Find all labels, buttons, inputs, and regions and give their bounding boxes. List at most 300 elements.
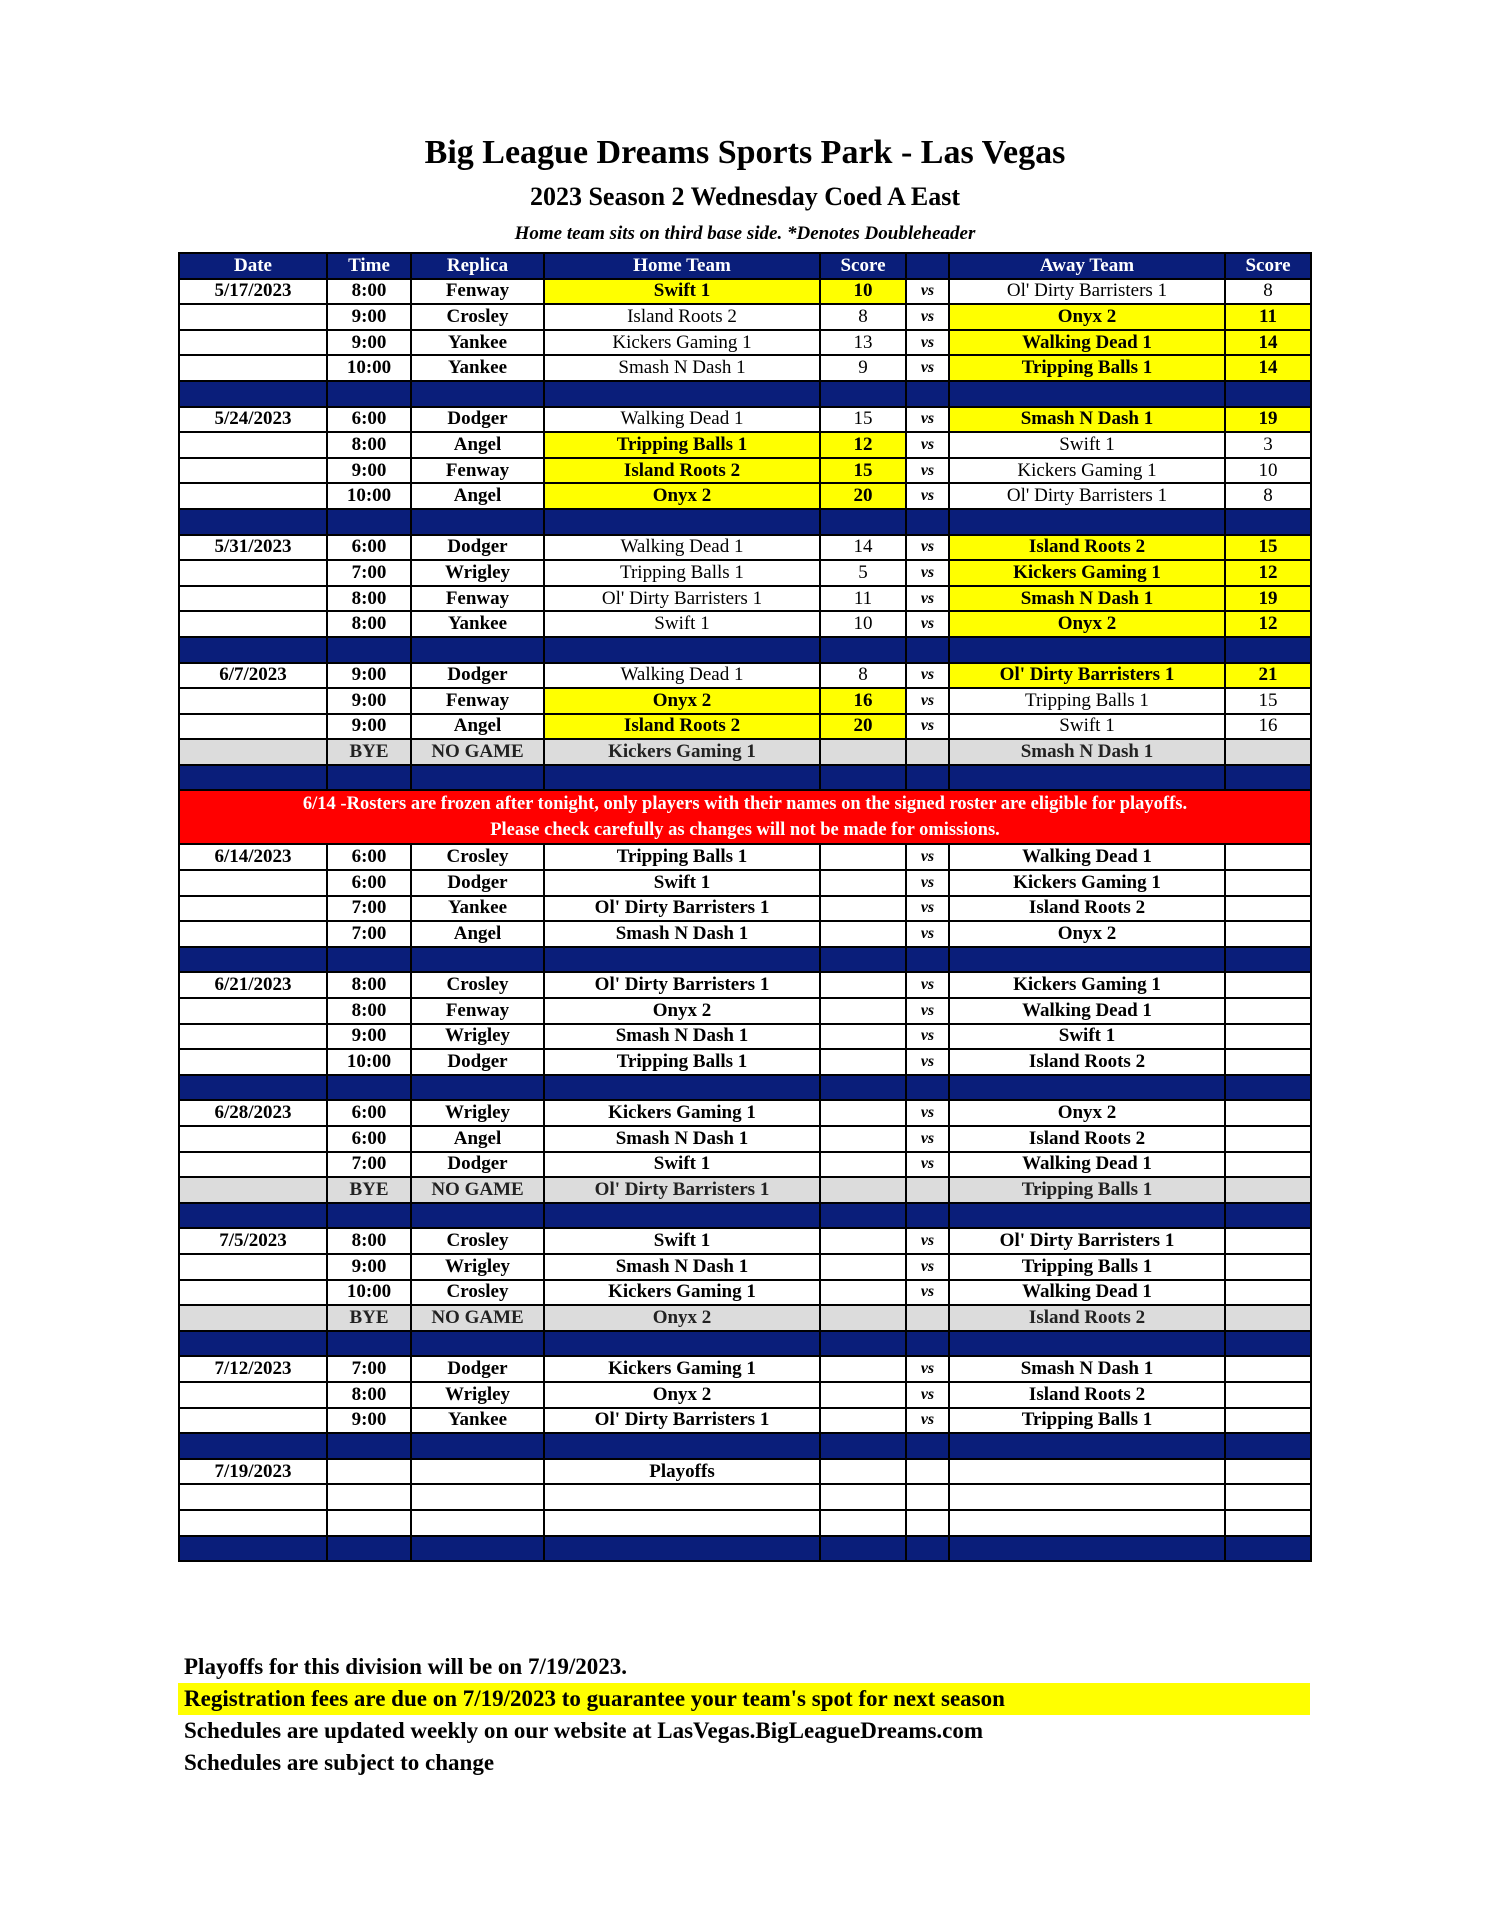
away-score xyxy=(1225,972,1311,998)
game-time: 9:00 xyxy=(327,663,411,689)
separator-row xyxy=(179,765,1311,791)
away-score xyxy=(1225,1254,1311,1280)
game-date: 6/7/2023 xyxy=(179,663,327,689)
separator-cell xyxy=(949,1536,1225,1562)
vs-cell: vs xyxy=(906,535,949,561)
home-team: Tripping Balls 1 xyxy=(544,432,820,458)
bye-row xyxy=(179,1305,1311,1331)
separator-cell xyxy=(1225,1433,1311,1459)
footer-playoffs-line: Playoffs for this division will be on 7/19/2023. xyxy=(184,1654,628,1679)
game-field: NO GAME xyxy=(411,1177,544,1203)
separator-cell xyxy=(411,765,544,791)
playoff-row xyxy=(179,1459,1311,1485)
home-team: Smash N Dash 1 xyxy=(544,1024,820,1050)
game-field: Angel xyxy=(411,1126,544,1152)
game-date xyxy=(179,355,327,381)
game-row xyxy=(179,1126,1311,1152)
home-team: Smash N Dash 1 xyxy=(544,1254,820,1280)
home-score xyxy=(820,739,906,765)
game-time: 9:00 xyxy=(327,330,411,356)
game-date xyxy=(179,611,327,637)
separator-cell xyxy=(327,381,411,407)
vs-cell: vs xyxy=(906,870,949,896)
away-score xyxy=(1225,921,1311,947)
home-team: Swift 1 xyxy=(544,279,820,305)
game-date xyxy=(179,1049,327,1075)
home-team: Walking Dead 1 xyxy=(544,663,820,689)
game-time xyxy=(327,1459,411,1485)
game-time: 8:00 xyxy=(327,1382,411,1408)
separator-cell xyxy=(906,637,949,663)
separator-cell xyxy=(1225,1203,1311,1229)
away-team: Swift 1 xyxy=(949,714,1225,740)
game-field: Wrigley xyxy=(411,560,544,586)
game-field: Angel xyxy=(411,921,544,947)
col-header-date: Date xyxy=(179,253,327,279)
home-score xyxy=(820,1459,906,1485)
away-team: Onyx 2 xyxy=(949,304,1225,330)
away-team: Tripping Balls 1 xyxy=(949,1408,1225,1434)
separator-cell xyxy=(179,765,327,791)
separator-cell xyxy=(179,1331,327,1357)
home-team: Tripping Balls 1 xyxy=(544,560,820,586)
separator-cell xyxy=(411,1433,544,1459)
game-time: 9:00 xyxy=(327,714,411,740)
away-team: Onyx 2 xyxy=(949,921,1225,947)
separator-cell xyxy=(544,381,820,407)
game-time: 6:00 xyxy=(327,407,411,433)
schedule-body xyxy=(179,279,1311,1562)
vs-cell: vs xyxy=(906,1408,949,1434)
game-time: 8:00 xyxy=(327,586,411,612)
home-team: Swift 1 xyxy=(544,870,820,896)
game-date: 5/17/2023 xyxy=(179,279,327,305)
game-field: Angel xyxy=(411,483,544,509)
separator-cell xyxy=(544,1536,820,1562)
home-score: 11 xyxy=(820,586,906,612)
game-time: 7:00 xyxy=(327,921,411,947)
schedule-table xyxy=(178,252,1312,1562)
home-score: 16 xyxy=(820,688,906,714)
away-score xyxy=(1225,1126,1311,1152)
bye-team-2: Tripping Balls 1 xyxy=(949,1177,1225,1203)
game-row xyxy=(179,355,1311,381)
game-date: 6/21/2023 xyxy=(179,972,327,998)
game-field xyxy=(411,1459,544,1485)
separator-cell xyxy=(906,1203,949,1229)
game-date: 7/12/2023 xyxy=(179,1356,327,1382)
separator-cell xyxy=(820,765,906,791)
game-date xyxy=(179,870,327,896)
separator-row xyxy=(179,1536,1311,1562)
separator-cell xyxy=(820,947,906,973)
game-field: Dodger xyxy=(411,1152,544,1178)
vs-cell: vs xyxy=(906,611,949,637)
home-score xyxy=(820,998,906,1024)
vs-cell: vs xyxy=(906,1254,949,1280)
bye-team-2: Smash N Dash 1 xyxy=(949,739,1225,765)
roster-notice-line-2: Please check carefully as changes will not be made for omissions. xyxy=(490,820,1000,841)
away-team: Walking Dead 1 xyxy=(949,1280,1225,1306)
separator-cell xyxy=(411,947,544,973)
vs-cell: vs xyxy=(906,688,949,714)
separator-cell xyxy=(820,1331,906,1357)
home-team: Kickers Gaming 1 xyxy=(544,1280,820,1306)
game-date xyxy=(179,586,327,612)
home-team: Onyx 2 xyxy=(544,688,820,714)
blank-cell xyxy=(820,1484,906,1510)
separator-cell xyxy=(411,1331,544,1357)
away-team: Ol' Dirty Barristers 1 xyxy=(949,1228,1225,1254)
game-field: NO GAME xyxy=(411,739,544,765)
vs-cell: vs xyxy=(906,483,949,509)
game-row xyxy=(179,483,1311,509)
separator-cell xyxy=(544,947,820,973)
vs-cell xyxy=(906,1459,949,1485)
away-team: Smash N Dash 1 xyxy=(949,586,1225,612)
home-team: Walking Dead 1 xyxy=(544,535,820,561)
blank-cell xyxy=(949,1484,1225,1510)
game-row xyxy=(179,1100,1311,1126)
separator-cell xyxy=(327,1203,411,1229)
game-date xyxy=(179,458,327,484)
away-team: Tripping Balls 1 xyxy=(949,1254,1225,1280)
separator-cell xyxy=(179,509,327,535)
separator-cell xyxy=(949,765,1225,791)
game-field: Dodger xyxy=(411,870,544,896)
away-team: Kickers Gaming 1 xyxy=(949,972,1225,998)
vs-cell: vs xyxy=(906,972,949,998)
game-row xyxy=(179,1280,1311,1306)
game-field: Fenway xyxy=(411,998,544,1024)
game-time: 6:00 xyxy=(327,535,411,561)
game-time: 9:00 xyxy=(327,1408,411,1434)
separator-cell xyxy=(544,1331,820,1357)
home-score xyxy=(820,1049,906,1075)
separator-cell xyxy=(1225,1536,1311,1562)
game-date xyxy=(179,998,327,1024)
game-row xyxy=(179,1408,1311,1434)
home-score xyxy=(820,1254,906,1280)
game-time: 8:00 xyxy=(327,611,411,637)
game-date xyxy=(179,483,327,509)
separator-row xyxy=(179,1331,1311,1357)
game-row xyxy=(179,586,1311,612)
away-team: Walking Dead 1 xyxy=(949,330,1225,356)
separator-cell xyxy=(411,637,544,663)
game-date xyxy=(179,432,327,458)
game-date xyxy=(179,688,327,714)
separator-cell xyxy=(327,1075,411,1101)
game-time: 8:00 xyxy=(327,279,411,305)
game-time: 9:00 xyxy=(327,688,411,714)
game-date xyxy=(179,1280,327,1306)
home-team: Onyx 2 xyxy=(544,483,820,509)
game-field: Crosley xyxy=(411,972,544,998)
game-field: Wrigley xyxy=(411,1382,544,1408)
col-header-time: Time xyxy=(327,253,411,279)
vs-cell: vs xyxy=(906,1382,949,1408)
home-score: 20 xyxy=(820,483,906,509)
home-team: Island Roots 2 xyxy=(544,714,820,740)
game-row xyxy=(179,458,1311,484)
away-team: Kickers Gaming 1 xyxy=(949,458,1225,484)
separator-cell xyxy=(411,509,544,535)
separator-row xyxy=(179,381,1311,407)
bye-team-1: Kickers Gaming 1 xyxy=(544,739,820,765)
vs-cell: vs xyxy=(906,663,949,689)
game-row xyxy=(179,1228,1311,1254)
home-team: Kickers Gaming 1 xyxy=(544,1356,820,1382)
header-row xyxy=(179,253,1311,279)
game-time: 6:00 xyxy=(327,1126,411,1152)
game-time: 10:00 xyxy=(327,355,411,381)
away-score xyxy=(1225,844,1311,870)
roster-notice-row xyxy=(179,790,1311,844)
separator-cell xyxy=(327,1331,411,1357)
separator-cell xyxy=(820,1536,906,1562)
vs-cell: vs xyxy=(906,1228,949,1254)
separator-cell xyxy=(179,1075,327,1101)
blank-row xyxy=(179,1484,1311,1510)
home-team: Kickers Gaming 1 xyxy=(544,1100,820,1126)
home-team: Ol' Dirty Barristers 1 xyxy=(544,972,820,998)
separator-cell xyxy=(949,947,1225,973)
game-field: Fenway xyxy=(411,586,544,612)
away-team: Onyx 2 xyxy=(949,611,1225,637)
blank-cell xyxy=(544,1510,820,1536)
home-score xyxy=(820,1408,906,1434)
game-time: 6:00 xyxy=(327,870,411,896)
game-row xyxy=(179,1049,1311,1075)
game-date xyxy=(179,1305,327,1331)
vs-cell: vs xyxy=(906,1049,949,1075)
away-score xyxy=(1225,1049,1311,1075)
away-score: 15 xyxy=(1225,535,1311,561)
game-row xyxy=(179,844,1311,870)
home-team: Ol' Dirty Barristers 1 xyxy=(544,896,820,922)
game-date: 6/14/2023 xyxy=(179,844,327,870)
game-time: 10:00 xyxy=(327,1280,411,1306)
game-date: 5/31/2023 xyxy=(179,535,327,561)
home-score: 5 xyxy=(820,560,906,586)
bye-team-1: Ol' Dirty Barristers 1 xyxy=(544,1177,820,1203)
away-score: 8 xyxy=(1225,279,1311,305)
separator-cell xyxy=(327,1433,411,1459)
game-row xyxy=(179,714,1311,740)
separator-row xyxy=(179,1075,1311,1101)
away-score: 12 xyxy=(1225,611,1311,637)
away-score xyxy=(1225,1356,1311,1382)
home-score: 8 xyxy=(820,304,906,330)
away-team: Kickers Gaming 1 xyxy=(949,870,1225,896)
game-row xyxy=(179,1356,1311,1382)
away-score xyxy=(1225,739,1311,765)
away-score: 10 xyxy=(1225,458,1311,484)
game-date: 6/28/2023 xyxy=(179,1100,327,1126)
game-field: Wrigley xyxy=(411,1254,544,1280)
game-field: Crosley xyxy=(411,1228,544,1254)
bye-row xyxy=(179,1177,1311,1203)
col-header-vs xyxy=(906,253,949,279)
game-field: Crosley xyxy=(411,304,544,330)
game-row xyxy=(179,407,1311,433)
separator-row xyxy=(179,1433,1311,1459)
separator-cell xyxy=(949,637,1225,663)
game-date xyxy=(179,714,327,740)
away-score: 8 xyxy=(1225,483,1311,509)
separator-cell xyxy=(327,509,411,535)
blank-cell xyxy=(179,1484,327,1510)
game-row xyxy=(179,611,1311,637)
game-time: 10:00 xyxy=(327,483,411,509)
game-time: BYE xyxy=(327,1177,411,1203)
blank-row xyxy=(179,1510,1311,1536)
away-score xyxy=(1225,1280,1311,1306)
away-score xyxy=(1225,896,1311,922)
blank-cell xyxy=(1225,1510,1311,1536)
game-date: 7/5/2023 xyxy=(179,1228,327,1254)
home-score xyxy=(820,844,906,870)
game-date xyxy=(179,896,327,922)
vs-cell: vs xyxy=(906,1280,949,1306)
separator-cell xyxy=(327,637,411,663)
separator-cell xyxy=(179,1203,327,1229)
vs-cell: vs xyxy=(906,896,949,922)
away-team: Walking Dead 1 xyxy=(949,1152,1225,1178)
game-field: Dodger xyxy=(411,663,544,689)
home-score xyxy=(820,1100,906,1126)
separator-cell xyxy=(544,637,820,663)
separator-cell xyxy=(411,1203,544,1229)
game-time: 9:00 xyxy=(327,304,411,330)
game-time: 9:00 xyxy=(327,1254,411,1280)
separator-cell xyxy=(544,509,820,535)
away-team: Swift 1 xyxy=(949,432,1225,458)
col-header-away-score: Score xyxy=(1225,253,1311,279)
home-score: 15 xyxy=(820,458,906,484)
away-team xyxy=(949,1459,1225,1485)
away-score xyxy=(1225,1024,1311,1050)
home-team: Smash N Dash 1 xyxy=(544,921,820,947)
away-team: Onyx 2 xyxy=(949,1100,1225,1126)
home-team: Tripping Balls 1 xyxy=(544,844,820,870)
game-field: Crosley xyxy=(411,1280,544,1306)
home-team: Swift 1 xyxy=(544,611,820,637)
roster-notice-line-1: 6/14 -Rosters are frozen after tonight, only players with their names on the signed roster are eligible for playoffs. xyxy=(302,794,1188,815)
footer-website-line: Schedules are updated weekly on our website at LasVegas.BigLeagueDreams.com xyxy=(184,1718,984,1743)
game-row xyxy=(179,972,1311,998)
away-score xyxy=(1225,1177,1311,1203)
home-score: 8 xyxy=(820,663,906,689)
separator-cell xyxy=(327,1536,411,1562)
separator-cell xyxy=(949,509,1225,535)
separator-cell xyxy=(1225,637,1311,663)
home-score xyxy=(820,972,906,998)
away-team: Smash N Dash 1 xyxy=(949,407,1225,433)
vs-cell: vs xyxy=(906,586,949,612)
home-score xyxy=(820,1177,906,1203)
separator-cell xyxy=(906,1536,949,1562)
game-date xyxy=(179,1126,327,1152)
page-title: Big League Dreams Sports Park - Las Vegas xyxy=(424,134,1066,171)
blank-cell xyxy=(906,1484,949,1510)
separator-cell xyxy=(179,1536,327,1562)
away-team: Ol' Dirty Barristers 1 xyxy=(949,483,1225,509)
schedule-note: Home team sits on third base side. *Denotes Doubleheader xyxy=(514,223,976,244)
home-score xyxy=(820,1126,906,1152)
game-field: Fenway xyxy=(411,279,544,305)
blank-cell xyxy=(544,1484,820,1510)
footer xyxy=(178,1651,1310,1779)
game-row xyxy=(179,896,1311,922)
home-score: 12 xyxy=(820,432,906,458)
vs-cell: vs xyxy=(906,279,949,305)
separator-row xyxy=(179,509,1311,535)
separator-cell xyxy=(949,1433,1225,1459)
home-team: Island Roots 2 xyxy=(544,458,820,484)
game-field: Fenway xyxy=(411,688,544,714)
game-time: 8:00 xyxy=(327,972,411,998)
away-score xyxy=(1225,1228,1311,1254)
playoffs-label: Playoffs xyxy=(544,1459,820,1485)
separator-cell xyxy=(906,1075,949,1101)
separator-cell xyxy=(1225,1331,1311,1357)
vs-cell: vs xyxy=(906,714,949,740)
game-row xyxy=(179,432,1311,458)
game-row xyxy=(179,1152,1311,1178)
away-team: Smash N Dash 1 xyxy=(949,1356,1225,1382)
game-time: 10:00 xyxy=(327,1049,411,1075)
game-date xyxy=(179,739,327,765)
game-field: Dodger xyxy=(411,1356,544,1382)
separator-row xyxy=(179,947,1311,973)
blank-cell xyxy=(1225,1484,1311,1510)
blank-cell xyxy=(411,1510,544,1536)
home-score xyxy=(820,870,906,896)
home-team: Island Roots 2 xyxy=(544,304,820,330)
home-team: Ol' Dirty Barristers 1 xyxy=(544,586,820,612)
separator-cell xyxy=(1225,1075,1311,1101)
separator-cell xyxy=(906,947,949,973)
home-team: Walking Dead 1 xyxy=(544,407,820,433)
home-score xyxy=(820,1280,906,1306)
col-header-replica: Replica xyxy=(411,253,544,279)
vs-cell: vs xyxy=(906,560,949,586)
away-score: 21 xyxy=(1225,663,1311,689)
vs-cell: vs xyxy=(906,1100,949,1126)
separator-cell xyxy=(820,1075,906,1101)
col-header-away-team: Away Team xyxy=(949,253,1225,279)
game-time: 7:00 xyxy=(327,1152,411,1178)
game-date xyxy=(179,304,327,330)
blank-cell xyxy=(411,1484,544,1510)
game-row xyxy=(179,1254,1311,1280)
separator-cell xyxy=(179,1433,327,1459)
home-team: Swift 1 xyxy=(544,1152,820,1178)
away-team: Tripping Balls 1 xyxy=(949,355,1225,381)
blank-cell xyxy=(949,1510,1225,1536)
home-score: 20 xyxy=(820,714,906,740)
away-team: Ol' Dirty Barristers 1 xyxy=(949,663,1225,689)
home-team: Smash N Dash 1 xyxy=(544,1126,820,1152)
game-row xyxy=(179,535,1311,561)
vs-cell: vs xyxy=(906,844,949,870)
separator-cell xyxy=(906,765,949,791)
game-row xyxy=(179,870,1311,896)
home-score xyxy=(820,1228,906,1254)
blank-cell xyxy=(179,1510,327,1536)
